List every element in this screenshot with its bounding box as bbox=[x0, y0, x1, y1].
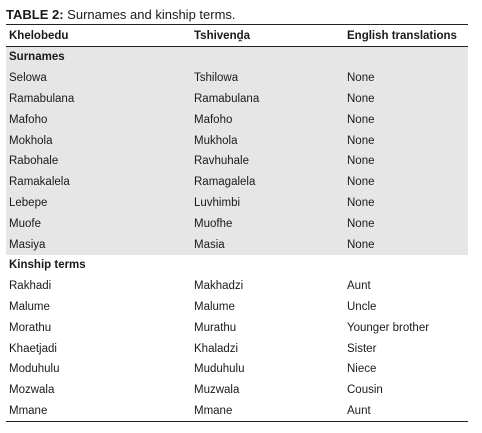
table-row bbox=[6, 193, 468, 214]
cell-khelobedu: Rakhadi bbox=[6, 276, 191, 297]
cell-english: None bbox=[344, 172, 468, 193]
table-row bbox=[6, 234, 468, 255]
cell-khelobedu: Muofe bbox=[6, 213, 191, 234]
cell-english: Uncle bbox=[344, 297, 468, 318]
cell-english: None bbox=[344, 151, 468, 172]
cell-khelobedu: Mmane bbox=[6, 401, 191, 422]
cell-english: Cousin bbox=[344, 380, 468, 401]
cell-english: None bbox=[344, 109, 468, 130]
cell-english: None bbox=[344, 193, 468, 214]
table-row bbox=[6, 89, 468, 110]
cell-khelobedu: Rabohale bbox=[6, 151, 191, 172]
cell-english: Aunt bbox=[344, 401, 468, 422]
cell-tshivenda: Ramagalela bbox=[191, 172, 344, 193]
cell-english: None bbox=[344, 130, 468, 151]
cell-khelobedu: Masiya bbox=[6, 234, 191, 255]
column-header-tshivenda: Tshivenḓa bbox=[191, 25, 344, 47]
cell-khelobedu: Mokhola bbox=[6, 130, 191, 151]
kinship-table bbox=[6, 24, 468, 422]
cell-khelobedu: Lebepe bbox=[6, 193, 191, 214]
table-row bbox=[6, 68, 468, 89]
cell-tshivenda: Masia bbox=[191, 234, 344, 255]
cell-khelobedu: Khaetjadi bbox=[6, 338, 191, 359]
cell-tshivenda: Ravhuhale bbox=[191, 151, 344, 172]
cell-english: None bbox=[344, 68, 468, 89]
table-row bbox=[6, 359, 468, 380]
table-caption bbox=[6, 6, 468, 24]
table-row bbox=[6, 317, 468, 338]
section-heading: Surnames bbox=[6, 47, 468, 68]
section-heading-row bbox=[6, 255, 468, 276]
cell-tshivenda: Muofhe bbox=[191, 213, 344, 234]
cell-tshivenda: Makhadzi bbox=[191, 276, 344, 297]
cell-english: Younger brother bbox=[344, 317, 468, 338]
cell-english: None bbox=[344, 213, 468, 234]
cell-english: None bbox=[344, 89, 468, 110]
column-header-english: English translations bbox=[344, 25, 468, 47]
table-row bbox=[6, 297, 468, 318]
cell-tshivenda: Murathu bbox=[191, 317, 344, 338]
cell-tshivenda: Muzwala bbox=[191, 380, 344, 401]
header-row bbox=[6, 25, 468, 47]
cell-tshivenda: Khaladzi bbox=[191, 338, 344, 359]
section-heading: Kinship terms bbox=[6, 255, 468, 276]
cell-english: Niece bbox=[344, 359, 468, 380]
cell-tshivenda: Mmane bbox=[191, 401, 344, 422]
table-row bbox=[6, 130, 468, 151]
section-heading-row bbox=[6, 47, 468, 68]
table-row bbox=[6, 338, 468, 359]
caption-text: Surnames and kinship terms. bbox=[67, 7, 236, 22]
table-row bbox=[6, 151, 468, 172]
cell-khelobedu: Malume bbox=[6, 297, 191, 318]
table-row bbox=[6, 401, 468, 422]
cell-tshivenda: Tshilowa bbox=[191, 68, 344, 89]
cell-tshivenda: Malume bbox=[191, 297, 344, 318]
cell-tshivenda: Luvhimbi bbox=[191, 193, 344, 214]
cell-tshivenda: Mukhola bbox=[191, 130, 344, 151]
cell-tshivenda: Ramabulana bbox=[191, 89, 344, 110]
cell-khelobedu: Selowa bbox=[6, 68, 191, 89]
kinship-terms-section bbox=[6, 255, 468, 422]
cell-khelobedu: Ramabulana bbox=[6, 89, 191, 110]
cell-english: Aunt bbox=[344, 276, 468, 297]
cell-khelobedu: Moduhulu bbox=[6, 359, 191, 380]
cell-khelobedu: Mafoho bbox=[6, 109, 191, 130]
cell-tshivenda: Mafoho bbox=[191, 109, 344, 130]
cell-khelobedu: Ramakalela bbox=[6, 172, 191, 193]
cell-khelobedu: Morathu bbox=[6, 317, 191, 338]
table-row bbox=[6, 380, 468, 401]
surnames-section bbox=[6, 47, 468, 255]
table-row bbox=[6, 213, 468, 234]
table-row bbox=[6, 109, 468, 130]
cell-khelobedu: Mozwala bbox=[6, 380, 191, 401]
table-row bbox=[6, 172, 468, 193]
table-row bbox=[6, 276, 468, 297]
table-container bbox=[6, 6, 468, 422]
cell-tshivenda: Muduhulu bbox=[191, 359, 344, 380]
column-header-khelobedu: Khelobedu bbox=[6, 25, 191, 47]
cell-english: Sister bbox=[344, 338, 468, 359]
caption-label: TABLE 2: bbox=[6, 7, 64, 22]
cell-english: None bbox=[344, 234, 468, 255]
